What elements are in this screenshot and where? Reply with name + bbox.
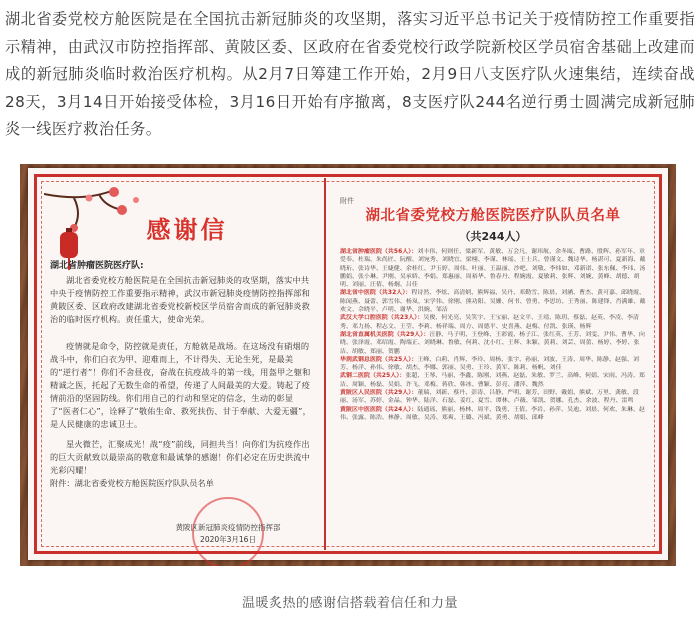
roster-group: 湖北省肿瘤医院（共56人）：刘丰伟、何则任、梁新军、黄敏、万会凡、谢玮航、余冬瓯、曹路、殷辉、孙军年、章爱奉、杜瑞、朱尚匠、阮醒、刘宛秀、刘晓宜、梁栩、李谨、林瑶、王士兵、曾谨文、魏诗华、杨湛可、夏新海、戴晓珩、张诗华、王婕健、余桂红、尹玉婷、周伟、叶丽、王温丽、沙吧、刘敬、李炜如、邓新诺、张东佩、李玮、汤鹏娟、张小琳、尹刚、吴承娇、李娟、郑惠丽、周裕华、鲁春丹、程婉霞、夏敏莉、张辉、刘婉、黄峰、胡德、胡明、刘丽、汪倩、杨炯、吕佳: [340, 249, 646, 289]
roster-group: 华润武钢总医院（共25人）：王峰、白莉、肖辉、李玲、周杨、张宇、孙丽、刘波、王涛、周华、陈静、赵强、刘芳、杨洋、孙伟、徐敏、胡杰、李娜、郭丽、吴勇、王玲、黄军、陈莉、杨帆、刘佳: [340, 356, 639, 372]
letter-photo: [20, 164, 676, 566]
roster-group: 武钢二医院（共25人）：张超、王琴、马丽、李鑫、陈刚、刘燕、赵磊、朱敏、罗兰、高峰、何婧、宋雨、冯涛、郑洁、周颖、杨磊、吴娟、许飞、邓梅、蒋欣、韩冰、曹颖、彭亮、潘萍、魏然: [340, 373, 645, 388]
letter-title: 感谢信: [146, 215, 228, 244]
roster-group: 黄陂区中医医院（共24人）：陆通瑶、熊丽、杨林、周平、钱勇、王倩、李岩、孙萍、吴迪、刘晨、何欢、朱琳、赵伟、张露、陈浩、林静、周敏、吴涛、郑爽、王璐、冯斌、黄勇、胡娟、邱峰: [340, 406, 645, 421]
poster: [28, 168, 668, 560]
letter-attachment: 附件：湖北省委党校方舱医院医疗队队员名单: [50, 478, 214, 488]
photo-caption: 温暖炙热的感谢信搭载着信任和力量: [241, 596, 458, 611]
letter-date: 2020年3月16日: [200, 535, 256, 544]
letter-signer: 黄陂区新冠肺炎疫情防控指挥部: [175, 523, 281, 532]
annex-label: 附件: [340, 197, 354, 205]
thank-you-letter: [42, 192, 312, 552]
roster-list: [340, 248, 650, 422]
roster-count: （共244人）: [459, 230, 527, 243]
center-divider: [324, 178, 326, 550]
letter-paragraph-1: 湖北省委党校方舱医院是在全国抗击新冠肺炎的攻坚期，落实中共中央于疫情防控工作重要指示精神，武汉市新冠肺炎疫情防控指挥部和黄陂区委、区政府改建湖北省委党校新校区学员宿舍而成的新冠肺炎救治的临时医疗机构。责任重大，使命光荣。: [50, 275, 311, 324]
roster: [332, 192, 654, 552]
roster-group: 湖北省直属机关医院（共29人）：汪静、马子明、王登峰、王彩霞、杨子江、张红英、王芳、刘雯、尹伟、曹华、向晓、张泽霞、邓绍霞、陶端正、刘晓琳、鲁敏、何莉、沈小红、王辉、朱颖、黄莉、刘芸、周蕾、杨婷、李婷、张洁、胡敏、郑丽、贺鹏: [340, 331, 645, 355]
roster-group: 武汉大学口腔医院（共23人）：吴俊、何光亮、吴笑宇、王宝丽、赵文平、王靖、陈玥、蔡磊、赵英、李凌、李清秀、邓力扬、程志文、王莹、李莉、杨祥瑞、周方、周德平、史喜燕、赵梅、付凯、张瑛、杨辉: [340, 315, 639, 330]
letter-paragraph-3: 星火微芒，汇聚成光！战“疫”前线，同担共当！向你们为抗疫作出的巨大贡献致以最崇高的敬意和最诚挚的感谢！你们必定在历史洪流中光彩闪耀！: [50, 439, 311, 475]
roster-title: 湖北省委党校方舱医院医疗队队员名单: [365, 207, 621, 224]
roster-group: 黄陂区人民医院（共29人）：董瑞、刘新、蔡丹、彭涛、吕静、严明、谢芳、田野、戴娟、熊斌、万里、龚敏、段丽、汤军、苏婷、金晶、钟华、陆洋、石磊、姜红、夏雪、谭林、卢薇、邹凯、贺娜、孔杰、余波、程丹、雷鸣: [340, 390, 639, 405]
roster-group: 湖北省中医院（共32人）：程诗然、李炫、高清炳、熊辉福、吴丹、邓勤雪、陈晨、刘涵、曹杰、黄可嘉、邱晓霞、陈闻燕、聂蕾、郭雪伟、杨岚、宋学伟、徐刚、熊功阳、吴姗、何书、曾勇、李思坊、王秀丽、陈建锋、肖满雄、戴欢文、佘晓平、卢明、谢华、洪婉、邹洁: [340, 290, 646, 314]
letter-salutation: 湖北省肿瘤医院医疗队:: [50, 261, 144, 271]
letter-paragraph-2: 疫情就是命令，防控就是责任，方舱就是战场。在这场没有硝烟的战斗中，你们白衣为甲、迎难而上，不计得失、无论生死，是最美的“逆行者”！你们不舍昼夜，奋战在抗疫战斗的第一线，用盔甲之躯和精诚之医，托起了无数生命的希望，传递了人间最美的大爱。铸起了疫情前沿的坚固防线。你们用自己的行动和坚定的信念，生动的彰显了“医者仁心”，诠释了“敬佑生命、救死扶伤、甘于奉献、大爱无疆”，是人民健康的忠诚卫士。: [50, 341, 312, 429]
article-paragraph: 湖北省委党校方舱医院是在全国抗击新冠肺炎的攻坚期，落实习近平总书记关于疫情防控工作重要指示精神，由武汉市防控指挥部、黄陂区委、区政府在省委党校行政学院新校区学员宿舍基础上改建而成的新冠肺炎临时救治医疗机构。从2月7日筹建工作开始，2月9日八支医疗队火速集结，连续奋战28天，3月14日开始接受体检，3月16日开始有序撤离，8支医疗队244名逆行勇士圆满完成新冠肺炎一线医疗救治任务。: [5, 10, 695, 139]
